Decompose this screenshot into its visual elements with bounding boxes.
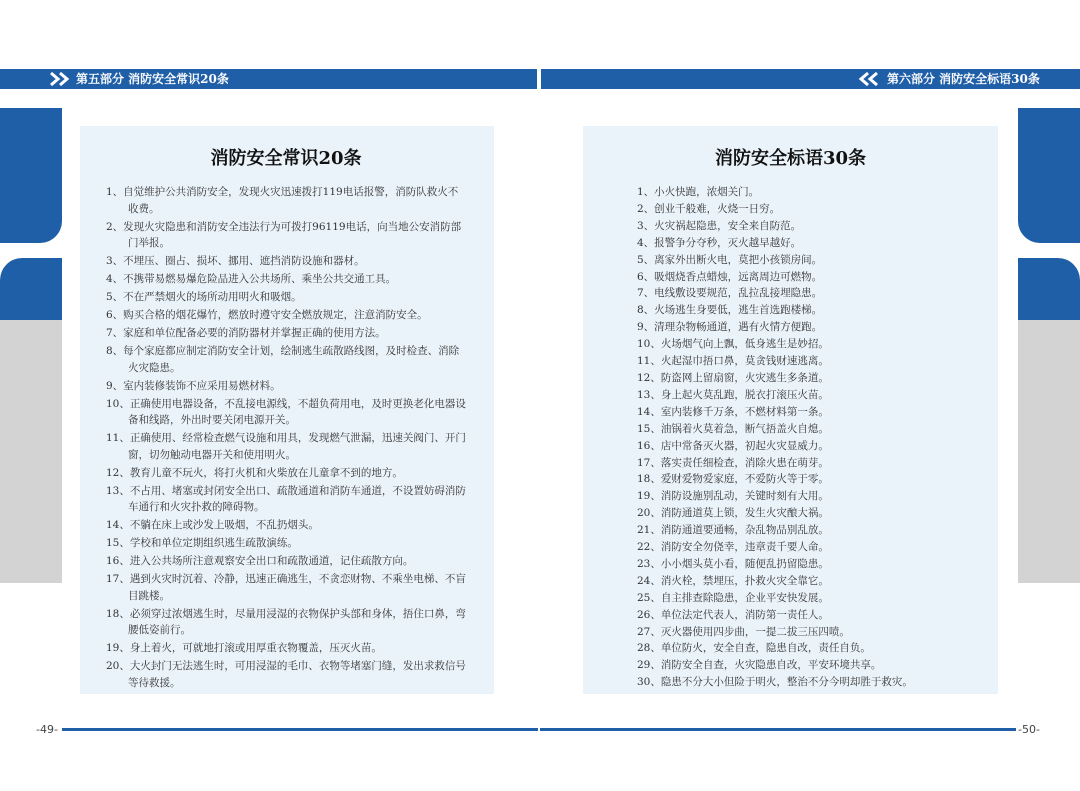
list-item: 23、小小烟头莫小看，随便乱扔留隐患。: [637, 557, 829, 570]
list-item: 30、隐患不分大小但险于明火，整治不分今明却胜于救灾。: [637, 676, 913, 689]
list-item: 6、购买合格的烟花爆竹，燃放时遵守安全燃放规定，注意消防安全。: [106, 309, 428, 321]
list-item: 24、消火栓，禁埋压，扑救火灾全靠它。: [637, 574, 829, 587]
list-item: 5、不在严禁烟火的场所动用明火和吸烟。: [106, 291, 302, 303]
side-tab-left-top: [0, 108, 62, 243]
list-item: 8、火场逃生身要低，逃生首选跑楼梯。: [637, 304, 823, 317]
list-item: 20、大火封门无法逃生时，可用浸湿的毛巾、衣物等堵塞门缝，发出求救信号等待救援。: [106, 660, 466, 689]
section-title-right: 第六部分 消防安全标语30条: [887, 72, 1040, 86]
list-item: 16、店中常备灭火器，初起火灾显威力。: [637, 439, 829, 452]
list-item: 8、每个家庭都应制定消防安全计划，绘制逃生疏散路线图，及时检查、消除火灾隐患。: [106, 345, 460, 374]
double-chevron-right-icon: [48, 71, 74, 87]
list-item: 6、吸烟烧香点蜡烛，远离周边可燃物。: [637, 270, 823, 283]
list-item: 19、消防设施别乱动，关键时刻有大用。: [637, 490, 829, 503]
list-item: 27、灭火器使用四步曲，一提二拔三压四喷。: [637, 625, 850, 638]
list-item: 17、落实责任细检查，消除火患在萌芽。: [637, 456, 829, 469]
list-item: 28、单位防火，安全自查，隐患自改，责任自负。: [637, 642, 871, 655]
list-item: 3、火灾祸起隐患，安全来自防范。: [637, 219, 802, 232]
list-item: 9、清理杂物畅通道，遇有火情方便跑。: [637, 321, 823, 334]
footer-rule-left: [62, 728, 538, 731]
list-item: 16、进入公共场所注意观察安全出口和疏散通道，记住疏散方向。: [106, 555, 414, 567]
list-item: 14、室内装修千万条，不燃材料第一条。: [637, 405, 829, 418]
list-item: 2、发现火灾隐患和消防安全违法行为可拨打96119电话，向当地公安消防部门举报。: [106, 220, 462, 249]
list-item: 7、家庭和单位配备必要的消防器材并掌握正确的使用方法。: [106, 327, 386, 339]
list-item: 13、身上起火莫乱跑，脱衣打滚压火苗。: [637, 388, 829, 401]
panel-title-left: 消防安全常识20条: [210, 148, 362, 169]
side-tab-right-bottom: [1018, 258, 1080, 583]
page-number-right: -50-: [1018, 723, 1040, 736]
list-item: 14、不躺在床上或沙发上吸烟，不乱扔烟头。: [106, 519, 319, 531]
list-item: 10、火场烟气向上飘，低身逃生是妙招。: [637, 338, 829, 351]
section-title-left: 第五部分 消防安全常识20条: [76, 72, 229, 86]
list-item: 1、小火快跑，浓烟关门。: [637, 186, 760, 198]
list-item: 25、自主排查除隐患，企业平安快发展。: [637, 591, 829, 604]
list-item: 26、单位法定代表人，消防第一责任人。: [637, 608, 829, 621]
fire-safety-tips-panel: [80, 126, 494, 694]
list-item: 10、正确使用电器设备，不乱接电源线，不超负荷用电，及时更换老化电器设备和线路，外出时要关闭电源开关。: [106, 397, 466, 426]
list-item: 9、室内装修装饰不应采用易燃材料。: [106, 379, 281, 392]
list-item: 11、正确使用、经常检查燃气设施和用具，发现燃气泄漏，迅速关阀门、开门窗，切勿触动电器开关和使用明火。: [106, 432, 466, 461]
list-item: 15、油锅着火莫着急，断气捂盖火自熄。: [637, 422, 829, 435]
list-item: 12、防盗网上留扇窗，火灾逃生多条道。: [637, 371, 829, 384]
side-tab-right-top: [1018, 108, 1080, 243]
double-chevron-left-icon: [857, 71, 883, 87]
list-item: 18、必须穿过浓烟逃生时，尽量用浸湿的衣物保护头部和身体，捂住口鼻，弯腰低姿前行。: [106, 607, 466, 636]
list-item: 4、报警争分夺秒，灭火越早越好。: [637, 236, 802, 249]
tips-list: [106, 184, 466, 691]
side-tab-left-bottom: [0, 258, 62, 583]
list-item: 13、不占用、堵塞或封闭安全出口、疏散通道和消防车通道，不设置妨碍消防车通行和火灾扑救的障碍物。: [106, 484, 466, 513]
list-item: 29、消防安全自查，火灾隐患自改，平安环境共享。: [637, 659, 882, 672]
list-item: 22、消防安全勿侥幸，违章责千要人命。: [637, 541, 829, 554]
list-item: 15、学校和单位定期组织逃生疏散演练。: [106, 537, 298, 549]
list-item: 7、电线敷设要规范，乱拉乱接埋隐患。: [637, 287, 823, 300]
footer-rule-right: [540, 728, 1016, 731]
list-item: 20、消防通道莫上锁，发生火灾酿大祸。: [637, 507, 829, 520]
list-item: 4、不携带易燃易爆危险品进入公共场所、乘坐公共交通工具。: [106, 273, 397, 285]
list-item: 5、离家外出断火电，莫把小孩锁房间。: [637, 253, 823, 266]
list-item: 1、自觉维护公共消防安全，发现火灾迅速拨打119电话报警，消防队救火不收费。: [106, 186, 459, 215]
panel-title-right: 消防安全标语30条: [714, 148, 867, 169]
list-item: 21、消防通道要通畅，杂乱物品别乱放。: [637, 524, 829, 537]
list-item: 12、教育儿童不玩火，将打火机和火柴放在儿童拿不到的地方。: [106, 466, 403, 479]
header-bar-left: [0, 69, 537, 89]
list-item: 11、火起湿巾捂口鼻，莫贪钱财速逃离。: [637, 355, 829, 368]
list-item: 2、创业千般难，火烧一日穷。: [637, 202, 781, 215]
fire-safety-slogans-panel: [583, 126, 998, 694]
list-item: 3、不埋压、圈占、损坏、挪用、遮挡消防设施和器材。: [106, 255, 365, 267]
list-item: 17、遇到火灾时沉着、冷静，迅速正确逃生，不贪恋财物、不乘坐电梯、不盲目跳楼。: [106, 573, 466, 602]
page-number-left: -49-: [36, 723, 58, 736]
list-item: 19、身上着火，可就地打滚或用厚重衣物覆盖，压灭火苗。: [106, 642, 382, 654]
slogans-list: [637, 184, 970, 691]
list-item: 18、爱财爱物爱家庭，不爱防火等于零。: [637, 473, 829, 486]
header-bar-right: [541, 69, 1080, 89]
